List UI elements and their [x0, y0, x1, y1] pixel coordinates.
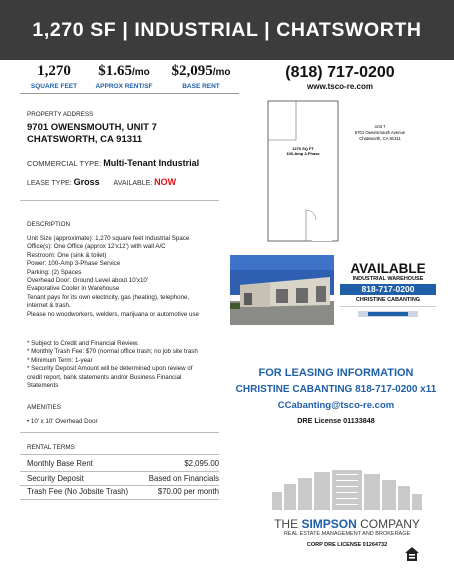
note-line: Statements	[27, 382, 59, 390]
stat-square-feet	[20, 62, 88, 91]
description-line: Office(s): One Office (approx 12'x12') with wall A/C	[27, 243, 166, 251]
header-banner	[0, 0, 454, 60]
rent-row-name: Security Deposit	[27, 474, 84, 483]
floor-plan-city: Chatsworth, CA 91311	[359, 136, 401, 141]
rent-row-value: $2,095.00	[184, 459, 219, 468]
rent-row-name: Trash Fee (No Jobsite Trash)	[27, 487, 129, 496]
stat-value: $1.65	[98, 63, 132, 79]
available-label: AVAILABLE:	[113, 180, 153, 187]
divider	[20, 471, 219, 472]
amenity-item: • 10' x 10' Overhead Door	[27, 418, 98, 425]
sign-subhead: INDUSTRIAL WAREHOUSE	[352, 276, 424, 282]
note-line: * Monthly Trash Fee: $70 (normal office trash; no job site trash	[27, 348, 198, 356]
description-line: Parking: (2) Spaces	[27, 268, 82, 276]
sign-phone: 818-717-0200	[340, 284, 436, 295]
lease-type-label: LEASE TYPE:	[27, 180, 72, 187]
address-city: CHATSWORTH, CA 91311	[27, 134, 143, 145]
note-line: * Minimum Term: 1-year	[27, 356, 93, 364]
address-street: 9701 OWENSMOUTH, UNIT 7	[27, 122, 157, 133]
description-line: Unit Size (approximate): 1,270 square feet Industrial Space	[27, 235, 190, 242]
divider	[20, 454, 219, 455]
company-logo	[252, 470, 442, 548]
description-lines	[27, 235, 239, 294]
description-line: Restroom: One (sink & toilet)	[27, 251, 107, 259]
floor-plan-title: Unit 7	[374, 124, 386, 129]
rent-row-name: Monthly Base Rent	[27, 459, 93, 468]
commercial-type-value: Multi-Tenant Industrial	[103, 158, 200, 168]
sign-agent: CHRISTINE CABANTING	[355, 297, 421, 303]
property-photo	[230, 255, 334, 325]
company-name-brand: SIMPSON	[301, 517, 357, 531]
listing-notes	[27, 340, 239, 390]
sign-headline: AVAILABLE	[350, 261, 426, 276]
divider	[20, 485, 219, 486]
description-line: Power: 100-Amp 3-Phase Service	[27, 260, 121, 268]
description-line: Overhead Door: Ground Level about 10'x10'	[27, 277, 149, 285]
floor-plan-size: 1270 SQ FT	[292, 146, 314, 151]
note-line: * Subject to Credit and Financial Review.	[27, 340, 139, 347]
tenant-line: Please no woodworkers, welders, marijuana or automotive use	[27, 310, 199, 318]
available-value: NOW	[154, 177, 177, 187]
stat-value: $2,095	[171, 63, 213, 79]
floor-plan	[246, 100, 441, 245]
stat-caption: BASE RENT	[182, 83, 220, 90]
note-line: credit report, bank statements and/or Business Financial	[27, 373, 182, 381]
rent-row-value: Based on Financials	[148, 474, 219, 483]
website-link[interactable]: www.tsco-re.com	[307, 82, 373, 91]
leasing-license: DRE License 01133848	[297, 416, 375, 425]
company-name-prefix: THE	[274, 517, 302, 531]
city-skyline-icon	[252, 470, 442, 510]
leasing-email[interactable]: CCabanting@tsco-re.com	[277, 400, 395, 411]
leasing-agent[interactable]: CHRISTINE CABANTING 818-717-0200 x11	[235, 384, 437, 395]
stat-base-rent	[163, 62, 239, 91]
rent-row	[27, 487, 219, 496]
commercial-type-label: COMMERCIAL TYPE:	[27, 159, 102, 168]
property-address-label: PROPERTY ADDRESS	[27, 111, 94, 118]
description-line: Evaporative Cooler in Warehouse	[27, 285, 120, 293]
rental-terms-label: RENTAL TERMS	[27, 444, 75, 451]
description-label: DESCRIPTION	[27, 221, 71, 228]
equal-housing-icon	[404, 546, 420, 562]
lease-type-value: Gross	[73, 177, 100, 187]
leasing-title: FOR LEASING INFORMATION	[258, 367, 414, 379]
listing-title: 1,270 SF | INDUSTRIAL | CHATSWORTH	[32, 18, 422, 41]
note-line: * Security Deposit Amount will be determined upon review of	[27, 365, 193, 373]
stat-unit: /mo	[131, 67, 150, 78]
company-license: CORP DRE LICENSE 01264732	[306, 542, 388, 548]
stat-caption: SQUARE FEET	[30, 83, 78, 90]
tenant-line: internet & trash.	[27, 302, 71, 310]
rent-row	[27, 474, 219, 483]
stat-rent-per-sf	[90, 62, 158, 91]
sign-logo-strip	[340, 306, 436, 326]
company-tagline: REAL ESTATE MANAGEMENT AND BROKERAGE	[283, 531, 411, 537]
listing-stats	[20, 62, 239, 94]
floor-plan-address: 9701 Owensmouth Avenue	[354, 130, 406, 135]
divider	[20, 499, 219, 500]
stat-caption: APPROX RENT/SF	[95, 83, 153, 90]
amenities-label: AMENITIES	[27, 404, 61, 411]
divider	[20, 432, 219, 433]
lease-info-row	[27, 177, 176, 187]
stat-value: 1,270	[37, 63, 71, 79]
company-name	[252, 517, 442, 531]
rent-row	[27, 459, 219, 468]
sign-logo-icon	[358, 309, 418, 319]
rent-row-value: $70.00 per month	[157, 487, 219, 496]
stat-unit: /mo	[212, 67, 231, 78]
divider	[20, 200, 219, 201]
leasing-contact	[230, 367, 442, 425]
commercial-type	[27, 158, 199, 168]
floor-plan-power: 100-Amp 3-Phase	[286, 151, 320, 156]
tenant-responsibilities	[27, 294, 239, 319]
office-phone[interactable]: (818) 717-0200	[285, 64, 395, 81]
company-name-suffix: COMPANY	[356, 517, 420, 531]
available-sign	[340, 262, 436, 326]
tenant-line: Tenant pays for its own electricity, gas (heating), telephone,	[27, 294, 190, 301]
